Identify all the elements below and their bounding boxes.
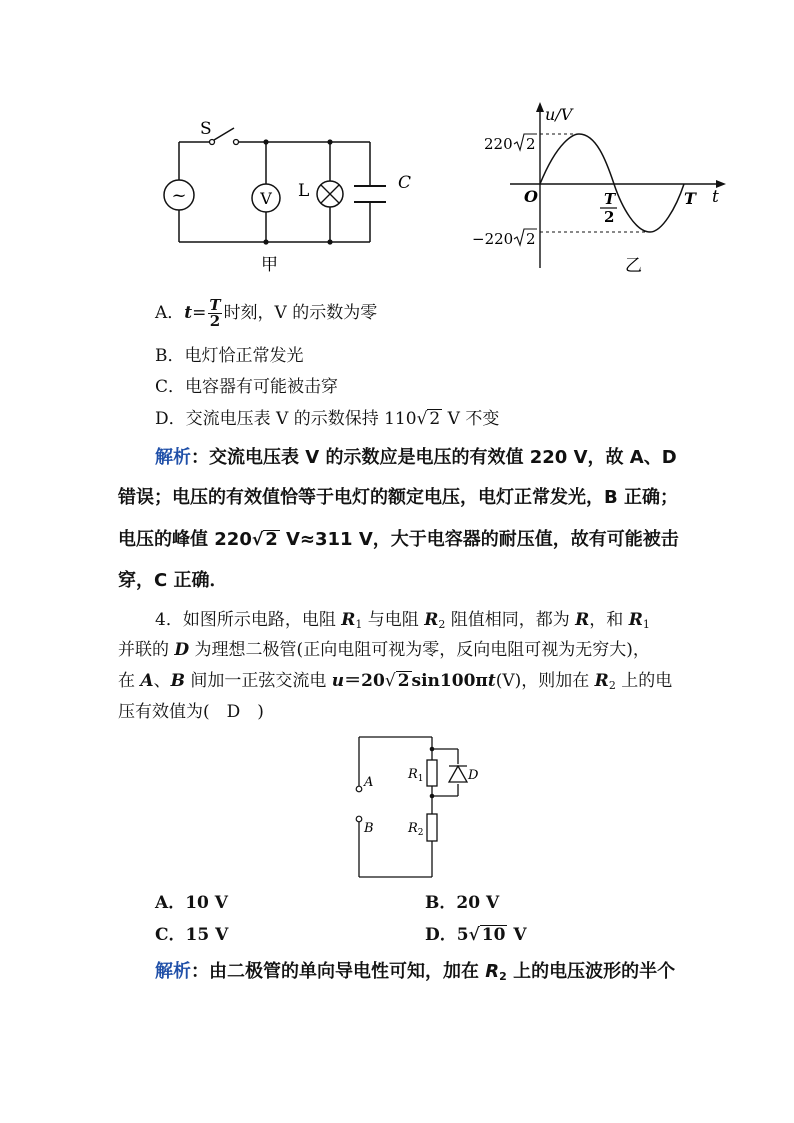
ac-source-symbol: ~ bbox=[171, 185, 187, 206]
q4-option-b[interactable]: B．20 V bbox=[425, 893, 500, 913]
q4-stem-line-4: 压有效值为( D ) bbox=[118, 702, 264, 722]
q3-option-a[interactable]: A．t= $\frac{T}{2}$ 时刻，V 的示数为零 bbox=[155, 296, 378, 330]
peak-value-radicand: 2 bbox=[526, 135, 536, 153]
circuit-figure-q4 bbox=[340, 728, 500, 888]
period-label: T bbox=[684, 189, 696, 208]
q4-stem-line-2: 并联的 D 为理想二极管(正向电阻可视为零，反向电阻可视为无穷大)， bbox=[118, 640, 650, 660]
r2-label: $R_2$ bbox=[408, 821, 424, 838]
switch-contact bbox=[210, 140, 215, 145]
switch-label: S bbox=[200, 119, 212, 139]
y-axis-label: u/V bbox=[545, 105, 573, 124]
sqrt-radicand: 2 bbox=[429, 409, 441, 429]
circuit-figure-jia bbox=[150, 110, 430, 280]
diode-label: D bbox=[468, 768, 479, 783]
capacitor-label: C bbox=[398, 173, 412, 193]
q4-stem-line-3: 在 A、B 间加一正弦交流电 u＝20√ 2 sin100πt(V)，则加在 $R_2$ 上的电 bbox=[118, 671, 673, 692]
terminal-a bbox=[356, 786, 362, 792]
solution-label: 解析 bbox=[155, 961, 191, 982]
q3-option-b[interactable]: B．电灯恰正常发光 bbox=[155, 346, 304, 366]
q4-option-a[interactable]: A．10 V bbox=[155, 893, 228, 913]
q4-stem-line-1: 4．如图所示电路，电阻 $R_1$ 与电阻 $R_2$ 阻值相同，都为 R，和 $R_1$ bbox=[155, 610, 650, 631]
q3-solution-line-2: 错误；电压的有效值恰等于电灯的额定电压，电灯正常发光，B 正确； bbox=[118, 487, 678, 508]
voltmeter-symbol: V bbox=[260, 189, 272, 208]
q4-solution-line-1: 解析：由二极管的单向导电性可知，加在 $R_2$ 上的电压波形的半个 bbox=[155, 961, 676, 983]
terminal-a-label: A bbox=[364, 775, 374, 790]
figure-caption-jia: 甲 bbox=[261, 255, 278, 275]
terminal-b-label: B bbox=[364, 821, 374, 836]
q4-option-c[interactable]: C．15 V bbox=[155, 925, 229, 945]
q4-option-d[interactable]: D．5√ 10 V bbox=[425, 925, 527, 945]
fraction-t-over-2: $\frac{T}{2}$ bbox=[209, 296, 221, 330]
q3-option-d[interactable]: D．交流电压表 V 的示数保持 110√ 2 V 不变 bbox=[155, 409, 500, 429]
trough-value-coef: −220 bbox=[472, 230, 514, 248]
q3-option-c[interactable]: C．电容器有可能被击穿 bbox=[155, 377, 339, 397]
peak-value-coef: 220 bbox=[484, 135, 513, 153]
q3-solution-line-3: 电压的峰值 220√ 2 V≈311 V，大于电容器的耐压值，故有可能被击 bbox=[118, 529, 679, 550]
origin-label: O bbox=[524, 187, 538, 206]
figure-caption-yi: 乙 bbox=[625, 256, 642, 276]
r1-label: $R_1$ bbox=[408, 767, 424, 784]
x-axis-label: t bbox=[712, 187, 719, 207]
lamp-label: L bbox=[298, 181, 310, 201]
waveform-figure-yi bbox=[470, 98, 740, 278]
diode-icon bbox=[449, 766, 467, 782]
solution-label: 解析 bbox=[155, 447, 191, 468]
q3-solution-line-1: 解析：交流电压表 V 的示数应是电压的有效值 220 V，故 A、D bbox=[155, 447, 677, 468]
terminal-b bbox=[356, 816, 362, 822]
half-period-denominator: 2 bbox=[604, 208, 615, 226]
q3-solution-line-4: 穿，C 正确． bbox=[118, 570, 228, 591]
half-period-numerator: T bbox=[604, 190, 616, 208]
trough-value-radicand: 2 bbox=[526, 230, 536, 248]
y-axis-arrow-icon bbox=[536, 102, 544, 112]
